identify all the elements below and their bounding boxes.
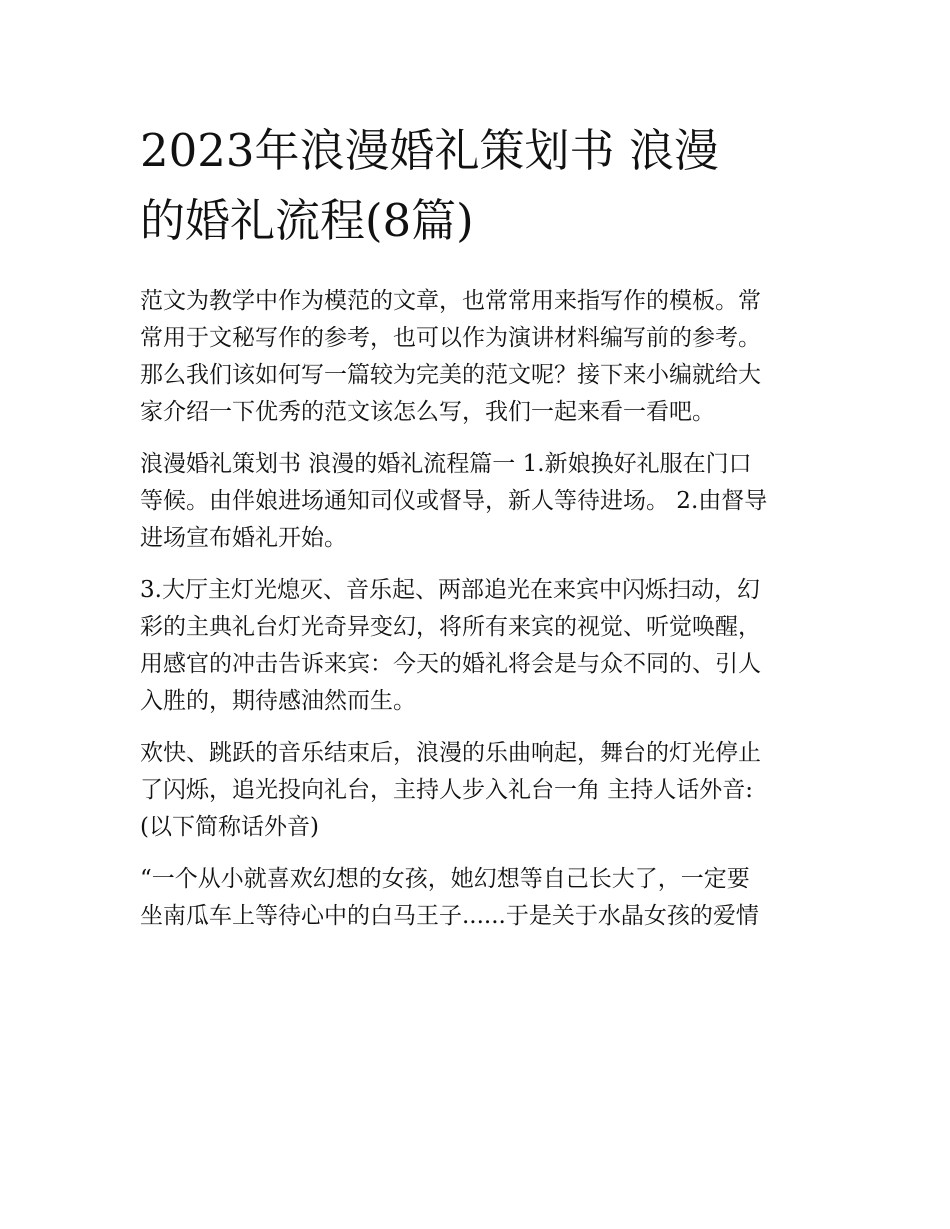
paragraph-line: 了闪烁，追光投向礼台，主持人步入礼台一角 主持人话外音:: [140, 777, 754, 803]
paragraph-line: (以下简称话外音): [140, 814, 319, 840]
paragraph-line: 用感官的冲击告诉来宾：今天的婚礼将会是与众不同的、引人: [140, 651, 761, 677]
paragraph-music: [140, 735, 830, 846]
paragraph-line: 欢快、跳跃的音乐结束后，浪漫的乐曲响起，舞台的灯光停止: [140, 740, 761, 766]
paragraph-lighting: [140, 572, 830, 720]
title-line-2: 的婚礼流程(8篇): [140, 194, 474, 247]
paragraph-line: 浪漫婚礼策划书 浪漫的婚礼流程篇一 1.新娘换好礼服在门口: [140, 451, 752, 477]
paragraph-section-one: [140, 446, 830, 557]
paragraph-intro: [140, 283, 830, 431]
paragraph-narration: [140, 861, 830, 935]
paragraph-line: 进场宣布婚礼开始。: [140, 525, 347, 551]
paragraph-line: 家介绍一下优秀的范文该怎么写，我们一起来看一看吧。: [140, 399, 715, 425]
paragraph-line: 彩的主典礼台灯光奇异变幻，将所有来宾的视觉、听觉唤醒，: [140, 614, 761, 640]
paragraph-line: 3.大厅主灯光熄灭、音乐起、两部追光在来宾中闪烁扫动，幻: [140, 577, 760, 603]
paragraph-line: 那么我们该如何写一篇较为完美的范文呢？接下来小编就给大: [140, 362, 761, 388]
paragraph-line: 等候。由伴娘进场通知司仪或督导，新人等待进场。 2.由督导: [140, 488, 768, 514]
document-title: [140, 116, 820, 256]
paragraph-line: “一个从小就喜欢幻想的女孩，她幻想等自己长大了，一定要: [140, 866, 750, 892]
title-line-1: 2023年浪漫婚礼策划书 浪漫: [140, 124, 719, 177]
paragraph-line: 坐南瓜车上等待心中的白马王子......于是关于水晶女孩的爱情: [140, 903, 759, 929]
paragraph-line: 常用于文秘写作的参考，也可以作为演讲材料编写前的参考。: [140, 325, 761, 351]
paragraph-line: 范文为教学中作为模范的文章，也常常用来指写作的模板。常: [140, 288, 761, 314]
paragraph-line: 入胜的，期待感油然而生。: [140, 688, 416, 714]
document-body: [140, 283, 830, 935]
